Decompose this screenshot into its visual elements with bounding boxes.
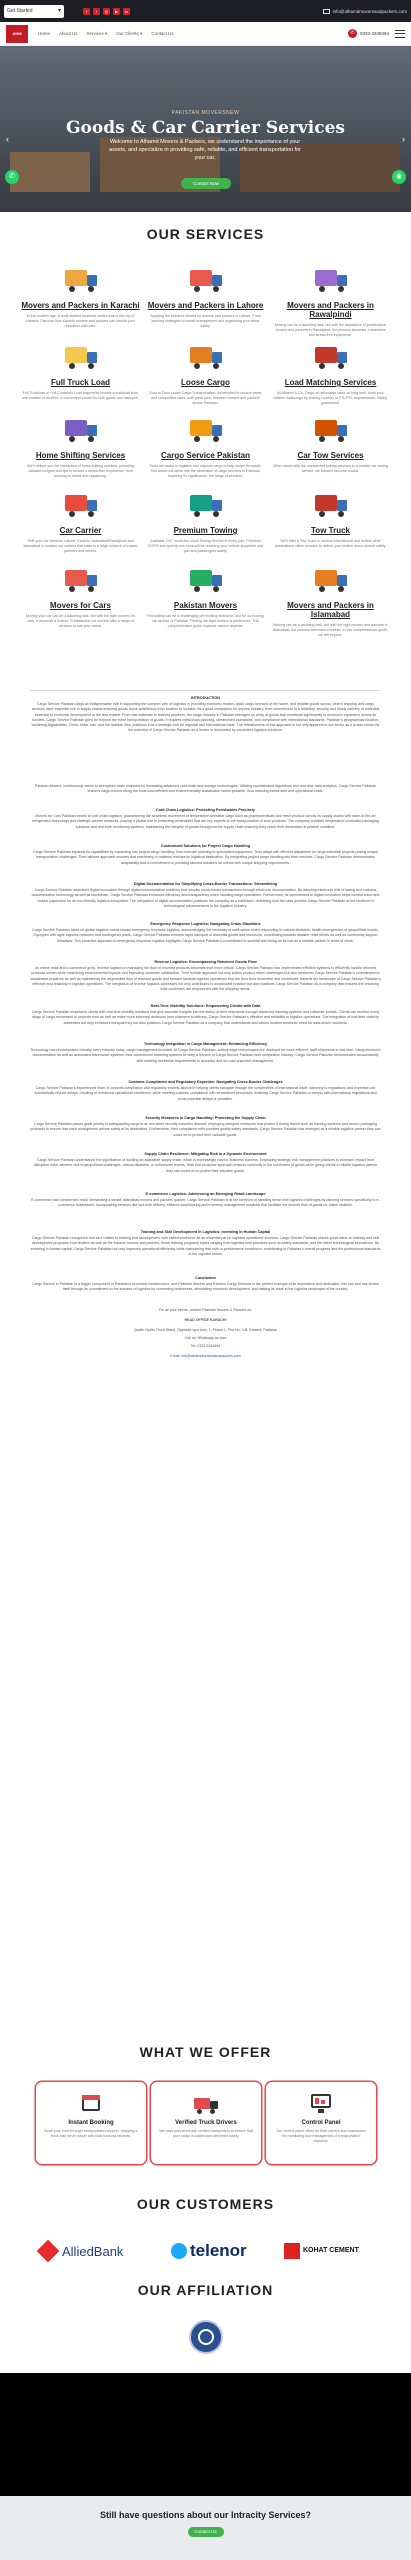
service-truck-icon (61, 262, 101, 296)
service-desc: Moving your car can be a daunting task, but with the right movers for cars, it becomes a breeze. Professional car movers offer a range of services to suit your needs. (25, 614, 136, 628)
service-truck-icon (61, 487, 101, 521)
customer-name: AlliedBank (62, 2243, 124, 2259)
article-heading: Reverse Logistics: Encompassing Returned Goods Flow (154, 960, 257, 964)
service-truck-icon (61, 339, 101, 373)
service-card[interactable] (18, 562, 143, 629)
article-text: Cargo Service Pakistan recognizes that as it relates to training and development, with skilled workforce as an essential part in logistics operations' success. Cargo Service Pakistan places great value on training and skill development programs from tenders as well as the Karachi movers and packers, these training programs topics ranging from logistics best practices such as safety standards, and the latest technological innovations. By investing in human capital, Cargo Service Pakistan not only improves operational efficiency while maintaining that both in performance excellence, contributing to Pakistan's overall progress and the professional standards of the logistics sector. (30, 1236, 381, 1256)
nav-services[interactable]: Services ▾ (86, 30, 108, 36)
service-name[interactable]: Movers and Packers in Rawalpindi (287, 301, 374, 319)
calendar-icon (79, 2092, 103, 2114)
service-card[interactable] (268, 339, 393, 406)
contact-email-line (30, 1354, 381, 1359)
article-section (30, 1042, 381, 1064)
service-desc: Full Truckload or Full-Container Load shipments involve a truckload from one location to another, a convenient choice for bulk goods and transport. (22, 391, 139, 400)
service-desc: When faced with the unexpected towing services to a reliable car towing service, we Karachi become crucial. (273, 464, 388, 473)
service-card[interactable] (143, 262, 268, 329)
slider-prev-icon[interactable]: ‹ (6, 134, 9, 144)
customer-logo-kohat (284, 2238, 363, 2264)
article-text: Cargo Service in Pakistan is a bigger component of Pakistan's economic infrastructure, and Pakistan Movers and Packers Cargo Services is the perfect example of its importance and dedication, this can and has shown itself through its commitment to the success of logistics by connecting businesses, stimulating economic development, and making its mark in the logistics landscape of the country. (32, 1282, 379, 1292)
article-heading: INTRODUCTION (190, 696, 221, 700)
hero-subtitle: PAKISTAN MOVERSNEW (171, 110, 240, 116)
service-card[interactable] (268, 262, 393, 338)
email-label: Email: (170, 1354, 181, 1358)
service-truck-icon (186, 262, 226, 296)
customers-title: OUR CUSTOMERS (136, 2196, 275, 2212)
alliedbank-logo-icon (37, 2240, 60, 2263)
article-heading: Digital Documentation for Simplifying Cross-Border Transactions: Streamlining (133, 882, 278, 886)
slider-next-icon[interactable]: › (402, 134, 405, 144)
cta-title: Still have questions about our Intracity Services? (99, 2510, 312, 2520)
service-name[interactable]: Premium Towing (173, 526, 238, 535)
service-desc: Door to Door Loose Cargo Transportation: As tempted to receive fewer and competitive rates, with great care, between movers and packers across Pakistan. (149, 391, 262, 405)
contact-line: HEAD OFFICE KARACHI (184, 1318, 227, 1322)
service-name[interactable]: Full Truck Load (50, 378, 111, 387)
article-heading: Security Measures in Cargo Handling: Protecting the Supply Chain (145, 1116, 266, 1120)
offer-card-control[interactable] (266, 2082, 376, 2164)
service-truck-icon (186, 412, 226, 446)
top-bar (0, 0, 411, 22)
affiliation-title: OUR AFFILIATION (137, 2282, 274, 2298)
article-section (30, 882, 381, 909)
service-card[interactable] (268, 562, 393, 638)
service-card[interactable] (268, 487, 393, 549)
nav-phone[interactable] (348, 29, 389, 38)
service-truck-icon (311, 412, 351, 446)
linkedin-icon[interactable]: in (124, 8, 129, 14)
article-section (30, 844, 381, 866)
offer-name: Control Panel (301, 2120, 341, 2126)
service-card[interactable] (143, 412, 268, 479)
offer-name: Instant Booking (68, 2120, 114, 2126)
service-name[interactable]: Movers for Cars (50, 601, 111, 610)
article-section (30, 1276, 381, 1293)
article-heading: E-commerce Logistics: Addressing an Emerging Retail Landscape (145, 1192, 266, 1196)
article-heading: Technology Integration in Cargo Management: Enhancing Efficiency (143, 1042, 268, 1046)
service-card[interactable] (143, 562, 268, 629)
service-truck-icon (186, 487, 226, 521)
article-text: Pakistan Movers, continuously seeks to strengthen trade channels by increasing advanced cold-chain and storage technologies. Utilizing sophisticated algorithms and real-time data analytics, Cargo Service Pakistan ensures cargo moves along the most cost-efficient and environmentally sustainable routes possible, thus reducing transit time and operational costs. (34, 784, 377, 794)
service-desc: In the modern age, a multi-faceted business centre that is the city of Karachi. Discover how Karachi movers and packers can handle your relocation with care. (26, 314, 135, 328)
service-card[interactable] (18, 412, 143, 479)
nav-phone-text: 0333-3349494 (359, 31, 389, 36)
contact-line: Qadim Hyder Truck Stand, Opposite Igra Univ, 1, Phase 1, Plot No. 4-B, Karachi, Pakistan (133, 1328, 278, 1332)
phone-icon: ✆ (348, 29, 357, 38)
customer-logo-alliedbank (40, 2238, 123, 2264)
service-truck-icon (311, 562, 351, 596)
article-heading: Customized Solutions for Project Cargo Handling (160, 844, 251, 848)
article-text: Cargo Service Pakistan's experienced team of customs compliance and regulatory experts assists in helping clients navigate through the complexities of international trade, adhering to regulations and expertise can substantially reduce delays, resulting in enhanced operational excellence, while meeting customs compliance with streamlined processes, enabling Cargo Service Pakistan to comply with international regulations and avoid potential delays or penalties. (34, 1086, 377, 1101)
customer-name: KOHAT CEMENT (303, 2247, 359, 2254)
service-name[interactable]: Movers and Packers in Islamabad (287, 601, 374, 619)
offer-title: WHAT WE OFFER (139, 2044, 272, 2060)
article-text: Cargo Service Pakistan takes on global logistics needs toward emergency response logistics, acknowledging the necessity of swift action when responding to natural disasters, health emergencies or geopolitical events. Equipped with agile logistics networks and contingency plans, Cargo Service Pakistan ensures rapid transport of essential goods and resources, contributing towards disaster relief efforts as well as community support initiatives. This proactive approach to emergency response logistics highlights Cargo Service Pakistan's commitment to societal well-being as its role as a reliable partner in times of crisis. (32, 928, 379, 943)
telenor-logo-icon (171, 2243, 187, 2259)
service-desc: At Alhamd & Co. Cargo an affordable rates on long haul, book your reliable load/cargo by sharing route(s) or FTL/PTL requirements. Safely, guaranteed. (273, 391, 388, 405)
whatsapp-float-icon[interactable]: ◉ (392, 170, 406, 184)
service-truck-icon (61, 412, 101, 446)
twitter-icon[interactable]: t (93, 8, 100, 15)
service-name[interactable]: Car Carrier (59, 526, 102, 535)
nav-clients[interactable]: Our Clients ▾ (116, 30, 143, 36)
divider (30, 690, 381, 691)
article-heading: Cold Chain Logistics: Protecting Perishables Precisely (156, 808, 255, 812)
article-text: Technology has revolutionized virtually every industry today, cargo management included. At Cargo Service Pakistan, cutting-edge technologies are deployed for more efficient, swift shipments in real time. Using electronic documentation as well as automated warehouse systems, their commitment fostering systems to keep a Service of Cargo Service Pakistan with competitive industry. Cargo Service Pakistan demonstrates accountability with meeting worldwide requirements to accuracy and on-road shipment management. (30, 1048, 381, 1063)
article-section (30, 1230, 381, 1257)
offer-card-drivers[interactable] (151, 2082, 261, 2164)
article-section (30, 784, 381, 794)
video-embed[interactable] (0, 2373, 411, 2496)
service-card[interactable] (18, 339, 143, 401)
mail-icon (323, 9, 330, 14)
article-text: Cargo Service Pakistan plays an indispensable role in supporting the complex web of logistics in providing economic motion, quick cargo services at the same, and reliable goods across, where shipping and cargo services have essential role in supply chains ensuring goods move seamlessly from location to location. Its a good companion for anyone industry, from commitment to a reliability, security and timely delivery of materials essential to economic development in the flow market. From raw materials to finished products, the cargo industry in Pakistan manages an array of goods that contribute significantly to economic expansion across its borders. Cargo Service Pakistan goes far beyond the mere transportation of goods; it requires meticulous planning, streamlined operations, and compliance with international standards. Pakistan's geographical location, bordering Afghanistan, China, India, Iran, and the Arabian Sea, positions it as a strategic hub for regional and international trade. The effectiveness of this approach is not only apparent in our sector as it is also shown by the potential of Cargo Service Pakistan as a leader in dominated by consistent logistics solutions. (31, 702, 380, 733)
article-text: Cargo Service Pakistan embraces digital innovation through digital documentation solutions that simplify cross-border transactions through electronic documentation. By adopting electronic bills of lading and customs documentation technology as well as blockchain, Cargo Service Pakistan enhances efficiency and transparency when handling cargo operations. Furthermore, its commitment to digital innovation helps combat fraud and reduce paperwork for an eco-friendly logistics ecosystem. The integration of digital documentation positions the company as a trailblazer, redefining how the slow process Cargo Service Pakistan at the forefront of technological advancements in the logistics industry. (31, 888, 380, 908)
offer-desc: Book your truck through transportation support. Shipping a truck was never easier with load booking services. (44, 2129, 138, 2138)
service-truck-icon (186, 562, 226, 596)
article-text: Cargo Service Pakistan expands its capabilities by expanding into project cargo handling, from intricate planning to specialized equipment. They adapt with efficient adjustment for large industrial projects posing unique transportation challenges. Their tailored approach ensures that machinery or material reaches its logistical destination. By integrating project cargo handling into their services, Cargo Service Pakistan demonstrates adaptability and a commitment to providing tailored solutions for clients with unique shipping requirements. (33, 850, 378, 865)
article-heading: Training and Skill Development in Logistics: Investing in Human Capital (140, 1230, 271, 1234)
service-name[interactable]: Car Tow Services (297, 451, 364, 460)
instagram-icon[interactable]: ◎ (104, 8, 109, 14)
offer-desc: We have partnered with verified transporters to ensure that your cargo is loaded and delivered safely. (159, 2129, 253, 2138)
service-name[interactable]: Pakistan Movers (173, 601, 238, 610)
article-text: As online retail and e-commerce grow, reverse logistics in managing the flow of returned products becomes ever more critical. Cargo Service Pakistan has implemented effective systems to efficiently handle returned products known while minimizing environmental impacts and improving customer satisfaction. Their holistic approach not only solves product return challenges but also reinforces Cargo Service Pakistan's commitment to sustainable practices as well as maintaining the responsible flow of returned goods and forward towards logistics operations that are thus their innovative and contributes towards the landscape of Cargo Service Pakistan's effective and reliability in logistics operations. The integration of reverse logistics addresses not only contributes to sustainable practice but also positions Cargo Service Pakistan as a company that ensures the returning total customers are empowered with the shipping needs. (30, 966, 381, 992)
top-email-text: info@alhamdmoversandpackers.com (332, 8, 407, 14)
article-section (30, 1080, 381, 1102)
service-truck-icon (311, 487, 351, 521)
article-section (30, 1152, 381, 1174)
article-section (30, 922, 381, 944)
offer-card-booking[interactable] (36, 2082, 146, 2164)
kohat-logo-icon (284, 2243, 300, 2259)
truck-driver-icon (194, 2092, 218, 2114)
contact-line: Tel: 0333-3349494 (190, 1344, 221, 1348)
hero-banner (0, 46, 411, 212)
main-nav (0, 22, 411, 46)
article-text: Cargo Service Pakistan places great priority in safeguarding cargo in an era when security concerns abound, employing stringent measures that protect it during transit such as tracking systems and secure packaging protocols to ensure that each consignment arrives safely at its destination. Furthermore, their compliance with provides quality safety standards. Cargo Service Pakistan has emerged as a reliable logistics partner they can count on to protect their valuable goods. (30, 1122, 381, 1137)
youtube-icon[interactable]: ▶ (114, 8, 119, 14)
service-desc: Shift your car between Lahore, Karachi, Islamabad/Rawalpindi and Islamabad in modern car carriers that cater to a large network of trusted partners and drivers. (23, 539, 138, 553)
hero-text: Welcome to Alhamd Movers & Packers, we understand the importance of your assets, and specialize in providing safe, reliable, and efficient transportation for your car. (109, 139, 301, 161)
offer-name: Verified Truck Drivers (175, 2120, 237, 2126)
service-card[interactable] (18, 262, 143, 329)
article-section (30, 808, 381, 830)
language-select[interactable]: Get Started ▾ (4, 5, 64, 18)
service-truck-icon (186, 339, 226, 373)
service-desc: We'll offer a Tow Truck in various international and hotline other destinations within minutes to deliver your broken down vehicle safely. (274, 539, 387, 548)
service-desc: Tools will assist in logistics and regional cargo to help shape its transit. This article will delve into the dimension of cargo services in Pakistan, exploring its significance, the range of services. (149, 464, 262, 478)
menu-icon[interactable] (395, 30, 405, 38)
service-name[interactable]: Movers and Packers in Karachi (21, 301, 140, 310)
article-heading: Supply Chain Resilience: Mitigating Risk in a Dynamic Environment (144, 1152, 267, 1156)
offer-desc: Our control panel offers for fleet owners and businesses the monitoring and management of transportation requests. (276, 2129, 366, 2143)
service-desc: Applying the services offered by movers and packers in Lahore. From packing strategies to transit management and organizing your items safely. (150, 314, 261, 328)
nav-links (38, 31, 174, 37)
nav-home[interactable]: Home (38, 30, 51, 36)
article-text: E-commerce has transformed retail, demanding a stealth Islamabad movers and packers quicker. Cargo Service Pakistan is at the forefront of handling these new logistics challenges by tailoring services specifically to e-commerce businesses. Incorporating services like last-mile delivery, efficient warehousing and inventory management solutions that facilitate the smooth flow of goods for online retailers. (31, 1198, 380, 1208)
nav-contact[interactable]: Contact Us (151, 30, 174, 36)
phone-float-icon[interactable]: ✆ (5, 170, 19, 184)
service-desc: We'll deliver you the interaction of home shifting services, providing valuable insights and tips to ensure a stress-free experience, from packing to transit and unpacking. (27, 464, 134, 478)
article-section (30, 960, 381, 992)
contact-line: Call us: Whatsapp.us.com (184, 1336, 227, 1340)
article-text: Movers for Cars Pakistan excels at cold chain logistics, guaranteeing the seamless movement of temperature-sensitive cargo such as pharmaceuticals and fresh produce across its supply chains with state-of-the-art refrigerated technology and strategic partner networks, playing a pivotal role in protecting perishables that are key exports to the transportation of such products. The company provides temperature-controlled packaging solutions and real-time monitoring systems, maintaining the integrity of goods throughout the supply chain ensuring they reach their destination in pristine condition. (32, 814, 379, 829)
article-text: Cargo Service Pakistan understands the significance of building an adaptable supply chain, which is increasingly vital for business success. Employing strategic risk management practices to minimize impact from disruption risks, whether due to geopolitical challenges, natural disasters, or unforeseen events. With that proactive approach ensures continuity in the movement of goods while giving clients a reliable logistics partner they can count on to protect their valuable goods. (33, 1158, 378, 1173)
article-text: Cargo Service Pakistan empowers clients with real-time visibility solutions that give accurate insights into the status of their shipments through advanced tracking systems and customer portals. Clients can monitor every stage of cargo movement to promote trust as well as make more informed decisions from shipment to delivery, Cargo Service Pakistan's effective and reliability in logistics operations. The integration of real-time visibility addresses not only enhances transparency but also positions Cargo Service Pakistan as a company that understands and values modern business' need for data-driven solutions. (31, 1010, 380, 1025)
article-heading: Customs Compliance and Regulatory Expertise: Navigating Cross-Border Challenges (128, 1080, 283, 1084)
contact-line: For all your needs, contact Pakistan Movers & Packers on: (158, 1308, 253, 1312)
hero-title: Goods & Car Carrier Services (66, 118, 345, 138)
service-desc: Moving can be a daunting task, but with the assistance of professional movers and packers in Rawalpindi, the process becomes a seamless and stress-free experience. (274, 323, 387, 337)
service-name[interactable]: Home Shifting Services (35, 451, 126, 460)
service-card[interactable] (18, 487, 143, 554)
email-link[interactable]: info@alhamdmoversandpackers.com (181, 1354, 241, 1358)
service-desc: Relocating can be a challenging yet exciting endeavor, and for us moving car service of Pakistan. Finding the right movers is paramount. This comprehensive guide explores various aspects. (147, 614, 264, 628)
article-section (30, 696, 381, 733)
social-links (80, 8, 130, 15)
service-name[interactable]: Loose Cargo (181, 378, 230, 387)
article-heading: Real-Time Visibility Solutions: Empowering Clients with Data (150, 1004, 261, 1008)
site-logo[interactable]: AHM (6, 25, 28, 43)
service-name[interactable]: Load Matching Services (284, 378, 377, 387)
facebook-icon[interactable]: f (83, 8, 90, 15)
service-truck-icon (311, 262, 351, 296)
article-section (30, 1004, 381, 1026)
service-card[interactable] (143, 487, 268, 554)
hero-contact-button[interactable]: Contact Now (181, 178, 231, 189)
customer-name: telenor (190, 2241, 247, 2260)
cta-section (0, 2496, 411, 2560)
service-name[interactable]: Cargo Service Pakistan (161, 451, 250, 460)
cta-contact-button[interactable]: Contact Us (188, 2527, 224, 2537)
customer-logo-telenor (171, 2238, 247, 2264)
service-name[interactable]: Movers and Packers in Lahore (147, 301, 264, 310)
affiliation-seal-icon (189, 2320, 223, 2354)
article-heading: Conclusion (195, 1276, 216, 1280)
article-heading: Emergency Response Logistics: Navigating Crisis Situations (150, 922, 261, 926)
article-section (30, 1116, 381, 1138)
service-card[interactable] (143, 339, 268, 406)
service-desc: Available 24/7 round-the-clock Towing Service in every part, Premium SOS'S and speedy tow truck will be reaching your vehicle anywhere and you and passengers safely. (147, 539, 264, 553)
top-email[interactable] (323, 9, 407, 14)
service-card[interactable] (268, 412, 393, 474)
service-desc: Moving can be a daunting task, but with the right movers and packers in Islamabad, the process becomes a breeze. In this comprehensive guide, we will explore. (272, 623, 389, 637)
service-name[interactable]: Tow Truck (311, 526, 350, 535)
services-title: OUR SERVICES (146, 226, 265, 242)
service-truck-icon (311, 339, 351, 373)
nav-about[interactable]: About Us (59, 30, 78, 36)
service-truck-icon (61, 562, 101, 596)
article-section (30, 1192, 381, 1209)
control-panel-icon (309, 2092, 333, 2114)
